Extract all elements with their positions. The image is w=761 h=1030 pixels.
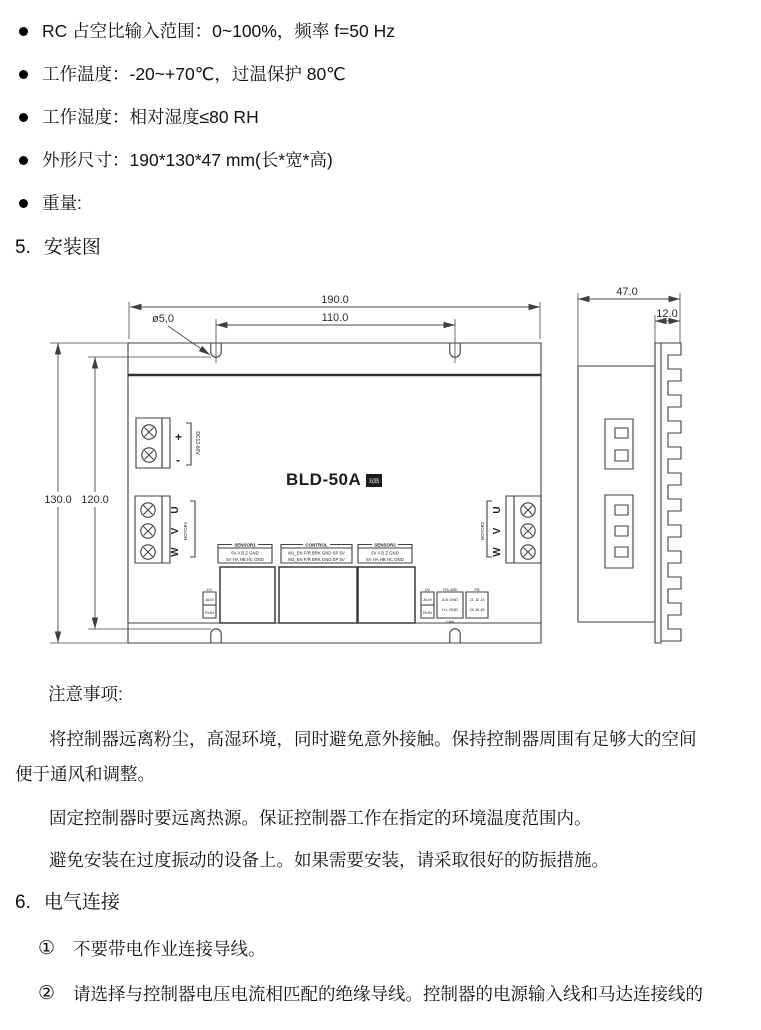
spec-text: RC 占空比输入范围：0~100%，频率 f=50 Hz: [42, 21, 396, 41]
spec-item: [19, 21, 395, 42]
screw-terminal: [521, 524, 535, 538]
spec-text: 重量:: [42, 193, 82, 213]
section-number: 5.: [15, 237, 31, 258]
spec-item: [19, 107, 395, 128]
screw-terminal: [142, 425, 156, 439]
mounting-slot: [211, 629, 221, 643]
fb-row1: J1 J2 J3: [469, 597, 485, 602]
section-title: 安装图: [43, 237, 101, 258]
can-label: CAN: [445, 619, 455, 624]
power-range-label: DC12-60V: [194, 431, 200, 455]
screw-terminal: [142, 448, 156, 462]
model-badge: [366, 474, 382, 487]
led1-row2: RUN: [205, 610, 214, 615]
motor2-terminal-block: [480, 496, 541, 563]
fb-title: FB: [474, 587, 480, 592]
dim-inner-height: 120.0: [81, 494, 109, 506]
installation-diagram: [0, 275, 761, 665]
dim-hole-dia: ø5,0: [152, 313, 175, 325]
motor1-terminal-block: [135, 496, 195, 563]
led2-title: D2: [424, 587, 431, 592]
control-connector: [279, 567, 357, 623]
motor1-v: V: [170, 527, 181, 535]
sensor1-row1: 5V A B Z GND: [231, 550, 259, 556]
note-paragraph: 固定控制器时要远离热源。保证控制器工作在指定的环境温度范围内。: [49, 808, 592, 828]
power-minus-label: -: [176, 453, 180, 467]
rs485-row2: H L GND: [441, 607, 459, 612]
sensor1-pin-labels: [218, 543, 272, 564]
led2-row1: ALM: [423, 597, 432, 602]
spec-item: [19, 64, 395, 85]
circled-number-icon: ②: [38, 983, 56, 1004]
side-view: [578, 286, 681, 643]
led-block-2: [421, 587, 434, 618]
rs485-row1: A B GND: [441, 597, 459, 602]
front-view: [44, 294, 541, 643]
side-connector-upper: [605, 419, 633, 469]
bullet-icon: [19, 113, 28, 122]
rs485-title: RS-485: [443, 587, 457, 592]
connector-boxes: [220, 567, 415, 623]
motor1-u: U: [170, 506, 181, 514]
led1-title: D1: [206, 587, 213, 592]
sensor2-title: SENSOR2: [374, 542, 396, 548]
screw-terminal: [521, 503, 535, 517]
note-paragraph: 避免安装在过度振动的设备上。如果需要安装，请采取很好的防振措施。: [49, 850, 609, 870]
electrical-item-text: 不要带电作业连接导线。: [73, 939, 266, 959]
electrical-item-2: [38, 983, 738, 1005]
mounting-slot: [450, 629, 460, 643]
sensor2-pin-labels: [358, 543, 412, 564]
motor2-w: W: [492, 547, 503, 557]
circled-number-icon: ①: [38, 938, 56, 959]
sensor2-row1: 5V A B Z GND: [371, 550, 399, 556]
control-row2: M2_EN F/R BRK GND SP 5V: [288, 557, 345, 562]
sensor2-row2: 5V HA HB HC GND: [366, 557, 404, 562]
led1-row1: ALM: [205, 597, 214, 602]
sensor1-row2: 5V HA HB HC GND: [226, 557, 264, 562]
bullet-icon: [19, 70, 28, 79]
spec-item: [19, 193, 395, 214]
sensor1-connector: [220, 567, 275, 623]
sensor2-connector: [358, 567, 415, 623]
fb-block: [466, 587, 488, 618]
spec-item: [19, 150, 395, 171]
section-title: 电气连接: [43, 892, 120, 913]
electrical-item-1: [38, 938, 738, 960]
screw-terminal: [141, 524, 155, 538]
power-terminal-block: [136, 418, 200, 468]
led-block-1: [203, 587, 216, 618]
screw-terminal: [141, 503, 155, 517]
motor2-u: U: [492, 506, 503, 514]
spec-text: 外形尺寸：190*130*47 mm(长*宽*高): [42, 150, 333, 170]
dim-width: 190.0: [321, 294, 349, 306]
sensor1-title: SENSOR1: [234, 542, 256, 548]
dim-height: 130.0: [44, 494, 72, 506]
led2-row2: RUN: [423, 610, 432, 615]
side-dimension-lines: [578, 286, 680, 366]
model-label: BLD-50A: [286, 470, 362, 489]
dim-depth: 47.0: [616, 286, 638, 298]
control-title: CONTROL: [305, 542, 328, 548]
bullet-icon: [19, 27, 28, 36]
section-heading-install: [15, 237, 101, 259]
side-connector-lower: [605, 495, 633, 568]
control-row1: M1_EN F/R BRK GND SP 5V: [288, 550, 345, 556]
motor2-v: V: [492, 527, 503, 535]
bullet-icon: [19, 156, 28, 165]
control-pin-labels: [281, 543, 352, 564]
screw-terminal: [521, 545, 535, 559]
dimension-lines: [44, 294, 540, 643]
badge-text: 双路: [368, 479, 380, 485]
power-plus-label: +: [175, 430, 183, 444]
fb-row2: J4 J5 J6: [469, 607, 485, 612]
dim-hole-span: 110.0: [321, 312, 349, 324]
spec-list: [19, 21, 395, 236]
bullet-icon: [19, 199, 28, 208]
rs485-block: [437, 587, 463, 624]
spec-text: 工作湿度：相对湿度≤80 RH: [42, 107, 259, 127]
side-body: [578, 343, 681, 643]
electrical-item-text: 请选择与控制器电压电流相匹配的绝缘导线。控制器的电源输入线和马达连接线的: [73, 984, 704, 1004]
dim-fin: 12.0: [656, 308, 678, 320]
note-paragraph: 将控制器远离粉尘，高湿环境，同时避免意外接触。保持控制器周围有足够大的空间便于通风和调整。: [15, 729, 697, 784]
section-heading-electrical: [15, 892, 120, 914]
motor1-label: MOTOR1: [183, 521, 188, 541]
heatsink-fins: [661, 343, 681, 641]
spec-text: 工作温度：-20~+70℃，过温保护 80℃: [42, 64, 346, 84]
heatsink-plate: [655, 343, 661, 643]
section-number: 6.: [15, 892, 31, 913]
motor2-label: MOTOR2: [480, 521, 485, 541]
notes-heading: 注意事项:: [48, 684, 123, 704]
screw-terminal: [141, 545, 155, 559]
motor1-w: W: [170, 547, 181, 557]
